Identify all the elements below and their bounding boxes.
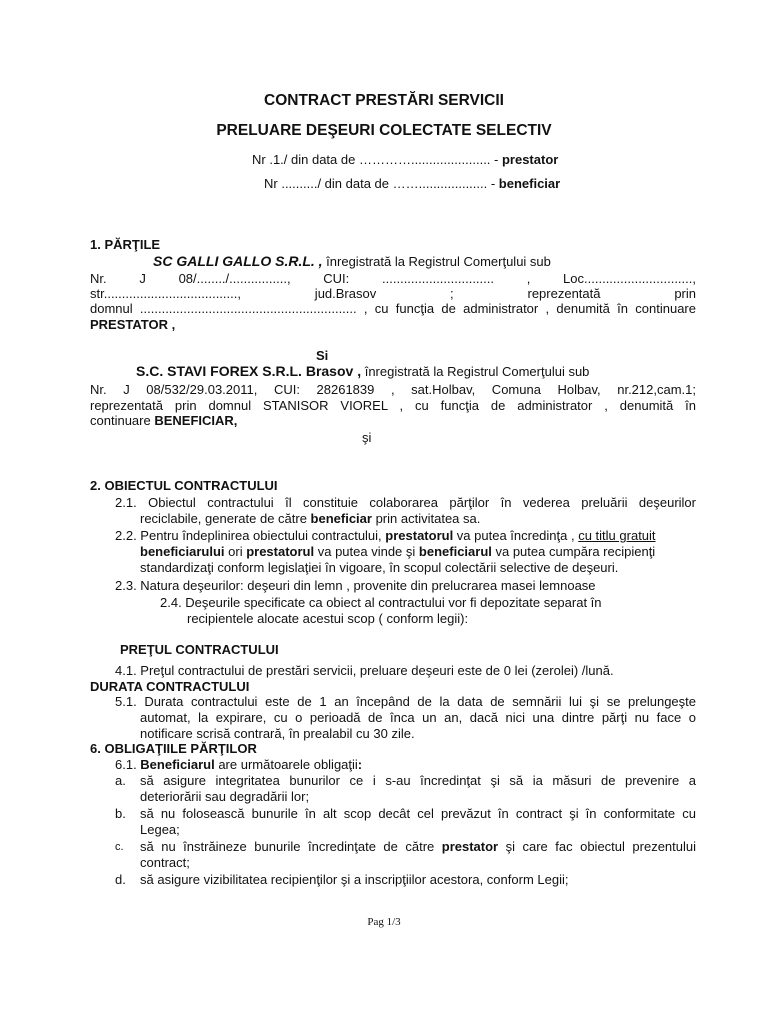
clause-6-1: 6.1. Beneficiarul are următoarele obligaţii:: [115, 757, 363, 772]
section-heading-parties: 1. PĂRŢILE: [90, 237, 161, 252]
contract-subtitle: PRELUARE DEŞEURI COLECTATE SELECTIV: [216, 122, 552, 139]
clause-2-1-cont: reciclabile, generate de către beneficiar prin activitatea sa.: [140, 511, 481, 526]
clause-2-2: 2.2. Pentru îndeplinirea obiectului contractului, prestatorul va putea încredinţa , cu titlu gratuit: [115, 528, 656, 543]
party2-header: S.C. STAVI FOREX S.R.L. Brasov , înregistrată la Registrul Comerţului sub: [136, 363, 590, 379]
conjunction-si: şi: [362, 430, 372, 445]
clause-4-1: 4.1. Preţul contractului de prestări servicii, preluare deşeuri este de 0 lei (zerolei) /lună.: [115, 663, 614, 678]
clause-5-1-cont: notificare scrisă contrară, în prealabil cu 30 zile.: [140, 726, 415, 741]
obligation-d: să asigure vizibilitatea recipienţilor şi a inscripţiilor acestora, conform Legii;: [140, 872, 569, 887]
section-heading-duration: DURATA CONTRACTULUI: [90, 679, 250, 694]
party1-line: domnul ............................................................ , cu funcţia de administrator , denumită în continuare: [90, 301, 696, 316]
obligation-b-cont: Legea;: [140, 822, 180, 837]
clause-5-1: 5.1. Durata contractului este de 1 an începând de la data de semnării lui şi se prelungeşte: [115, 694, 696, 709]
obligation-b: să nu folosească bunurile în alt scop decât cel prevăzut în contract şi în conformitate cu: [140, 806, 696, 821]
list-label-b: b.: [115, 806, 126, 821]
clause-2-2-cont: standardizaţi conform legislaţiei în vigoare, în scopul colectării selective de deşeuri.: [140, 560, 619, 575]
section-heading-price: PREŢUL CONTRACTULUI: [120, 642, 279, 657]
clause-2-4: 2.4. Deşeurile specificate ca obiect al contractului vor fi depozitate separat în: [160, 595, 602, 610]
list-label-d: d.: [115, 872, 126, 887]
clause-2-2-cont: beneficiarului ori prestatorul va putea vinde şi beneficiarul va putea cumpăra recipienţi: [140, 544, 656, 559]
contract-number-beneficiar: Nr ........../ din data de ……................... - beneficiar: [264, 176, 561, 191]
contract-number-prestator: Nr .1./ din data de …………...................... - prestator: [252, 152, 559, 167]
page-number: Pag 1/3: [367, 916, 401, 928]
list-label-a: a.: [115, 773, 126, 788]
section-heading-obligations: 6. OBLIGAŢIILE PĂRŢILOR: [90, 741, 257, 756]
obligation-a: să asigure integritatea bunurilor ce i s-au încredinţat şi să ia măsuri de prevenire a: [140, 773, 696, 788]
section-heading-object: 2. OBIECTUL CONTRACTULUI: [90, 478, 278, 493]
party1-role: PRESTATOR ,: [90, 317, 176, 332]
obligation-c-cont: contract;: [140, 855, 190, 870]
obligation-c: să nu înstrăineze bunurile încredinţate de către prestator şi care fac obiectul prezentului: [140, 839, 696, 854]
clause-2-4-cont: recipientele alocate acestui scop ( conform legii):: [187, 611, 469, 626]
clause-2-3: 2.3. Natura deşeurilor: deşeuri din lemn , provenite din prelucrarea masei lemnoase: [115, 578, 596, 593]
party2-line: Nr. J 08/532/29.03.2011, CUI: 28261839 , sat.Holbav, Comuna Holbav, nr.212,cam.1;: [90, 382, 696, 397]
party2-line: reprezentată prin domnul STANISOR VIOREL , cu funcţia de administrator , denumită în: [90, 398, 696, 413]
list-label-c: c.: [115, 841, 124, 853]
clause-2-1: 2.1. Obiectul contractului îl constituie colaborarea părţilor în vederea preluării deşeurilor: [115, 495, 696, 510]
obligation-a-cont: deteriorării sau degradării lor;: [140, 789, 310, 804]
party1-line: str....................................., jud.Brasov ; reprezentată prin: [90, 286, 696, 301]
contract-title: CONTRACT PRESTĂRI SERVICII: [264, 92, 504, 109]
party1-line: Nr. J 08/......../................, CUI: ............................... , Loc..............................,: [90, 271, 696, 286]
clause-5-1-cont: automat, la expirare, cu o perioadă de înca un an, dacă nici una dintre părţi nu face o: [140, 710, 696, 725]
party2-role: continuare BENEFICIAR,: [90, 413, 238, 428]
conjunction-si: Si: [316, 348, 329, 363]
party1-header: SC GALLI GALLO S.R.L. , înregistrată la Registrul Comerţului sub: [153, 253, 551, 269]
